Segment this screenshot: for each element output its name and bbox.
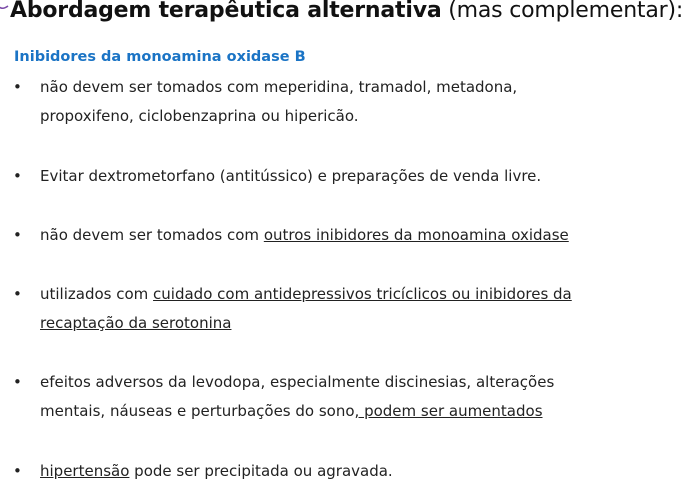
underlined-text: cuidado com antidepressivos tricíclicos ou inibidores da <box>153 285 572 303</box>
underlined-text: hipertensão <box>40 462 130 480</box>
slide-title <box>10 0 683 26</box>
bullet-icon: • <box>13 285 22 303</box>
text-suffix: pode ser precipitada ou agravada. <box>129 462 393 480</box>
list-item-text <box>40 280 640 338</box>
bullet-icon: • <box>13 167 22 185</box>
list-item-line <box>40 309 640 338</box>
bullet-icon: • <box>13 462 22 480</box>
list-item-text <box>40 162 640 191</box>
list-item-text <box>40 368 640 426</box>
underlined-text: recaptação da serotonina <box>40 314 232 332</box>
list-item-text <box>40 221 640 250</box>
section-subtitle: Inibidores da monoamina oxidase B <box>14 49 306 65</box>
bullet-icon: • <box>13 373 22 391</box>
list-item-text <box>40 73 640 131</box>
list-item-line <box>40 457 640 486</box>
text-prefix: não devem ser tomados com <box>40 226 264 244</box>
list-item-line <box>40 397 640 426</box>
list-item-line: Evitar dextrometorfano (antitússico) e preparações de venda livre. <box>40 167 542 185</box>
text-prefix: mentais, náuseas e perturbações do sono <box>40 402 355 420</box>
list-item-line <box>40 280 640 309</box>
underlined-text: outros inibidores da monoamina oxidase <box>263 226 569 244</box>
list-item-line <box>40 221 640 250</box>
bullet-icon: • <box>13 78 22 96</box>
list-item-line: efeitos adversos da levodopa, especialmente discinesias, alterações <box>40 373 555 391</box>
text-prefix: utilizados com <box>40 285 154 303</box>
underlined-text: , podem ser aumentados <box>354 402 543 420</box>
title-bold: Abordagem terapêutica alternativa <box>10 0 442 23</box>
title-normal: (mas complementar): <box>441 0 683 23</box>
list-item-text <box>40 457 640 486</box>
list-item-line: propoxifeno, ciclobenzaprina ou hipericão. <box>40 107 359 125</box>
bullet-icon: • <box>13 226 22 244</box>
list-item-line: não devem ser tomados com meperidina, tramadol, metadona, <box>40 78 518 96</box>
